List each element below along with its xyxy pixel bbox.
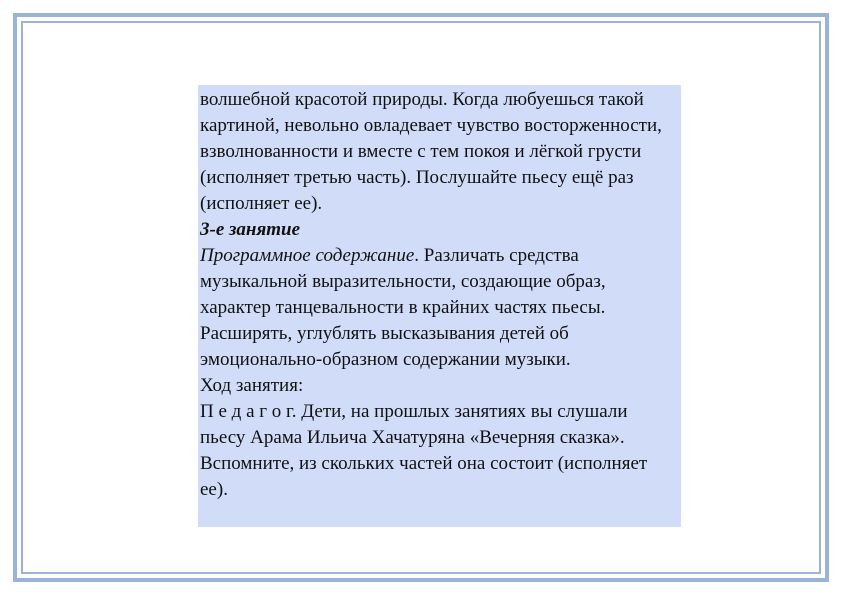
lesson-flow-label: Ход занятия: [200,375,304,396]
text-block [198,85,681,527]
lesson-heading: 3-е занятие [200,219,301,240]
program-paragraph [200,243,675,373]
paragraph-intro: волшебной красотой природы. Когда любуешься такой картиной, невольно овладевает чувство восторженности, взволнованности и вместе с тем покоя и лёгкой грусти (исполняет третью часть). Послушайте пьесу ещё раз (исполняет ее). [200,89,662,214]
program-text: . Различать средства музыкальной выразительности, создающие образ, характер танцевальности в крайних частях пьесы. Расширять, углублять высказывания детей об эмоционально-образном содержании музыки. [200,245,606,370]
program-label: Программное содержание [200,245,415,266]
teacher-speech: П е д а г о г. Дети, на прошлых занятиях вы слушали пьесу Арама Ильича Хачатуряна «Вечерняя сказка». Вспомните, из скольких частей она состоит (исполняет ее). [200,401,648,500]
